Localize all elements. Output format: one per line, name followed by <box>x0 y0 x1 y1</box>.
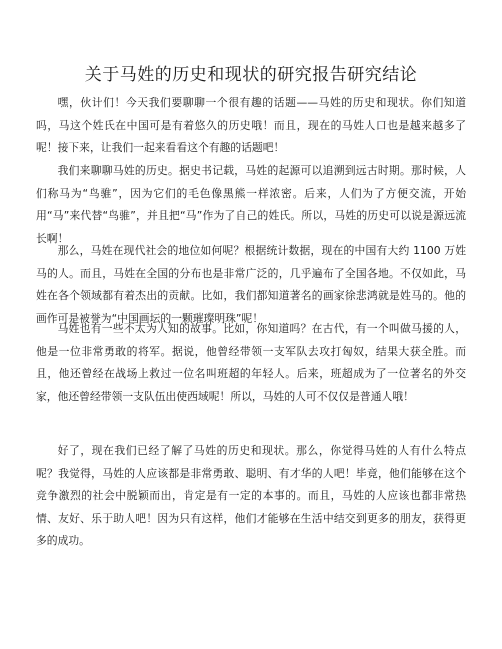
paragraph-conclusion: 好了，现在我们已经了解了马姓的历史和现状。那么，你觉得马姓的人有什么特点呢？我觉得，马姓的人应该都是非常勇敢、聪明、有才华的人吧！毕竟，他们能够在这个竞争激烈的社会中脱颖而出，肯定是有一定的本事的。而且，马姓的人应该也都非常热情、友好、乐于助人吧！因为只有这样，他们才能够在生活中结交到更多的朋友，获得更多的成功。 <box>36 444 466 547</box>
paragraph-stories: 马姓也有一些不太为人知的故事。比如，你知道吗？在古代，有一个叫做马援的人，他是一位非常勇敢的将军。据说，他曾经带领一支军队去攻打匈奴，结果大获全胜。而且，他还曾经在战场上救过一位名叫班超的年轻人。后来，班超成为了一位著名的外交家，他还曾经带领一支队伍出使西域呢！所以，马姓的人可不仅仅是普通人哦！ <box>36 322 466 403</box>
paragraph-modern-status: 那么，马姓在现代社会的地位如何呢？根据统计数据，现在的中国有大约 1100 万姓马的人。而且，马姓在全国的分布也是非常广泛的，几乎遍布了全国各地。不仅如此，马姓在各个领域都有着杰出的贡献。比如，我们都知道著名的画家徐悲鸿就是姓马的。他的画作可是被誉为“中国画坛的一颗璀璨明珠”呢！ <box>36 244 466 325</box>
paragraph-history: 我们来聊聊马姓的历史。据史书记载，马姓的起源可以追溯到远古时期。那时候，人们称马为“鸟骓”，因为它们的毛色像黑熊一样浓密。后来，人们为了方便交流，开始用“马”来代替“鸟骓”，并且把“马”作为了自己的姓氏。所以，马姓的历史可以说是源远流长啊！ <box>36 164 466 245</box>
document-title: 关于马姓的历史和现状的研究报告研究结论 <box>84 65 418 85</box>
paragraph-intro: 嘿，伙计们！今天我们要聊聊一个很有趣的话题——马姓的历史和现状。你们知道吗，马这个姓氏在中国可是有着悠久的历史哦！而且，现在的马姓人口也是越来越多了呢！接下来，让我们一起来看看这个有趣的话题吧！ <box>36 96 466 154</box>
